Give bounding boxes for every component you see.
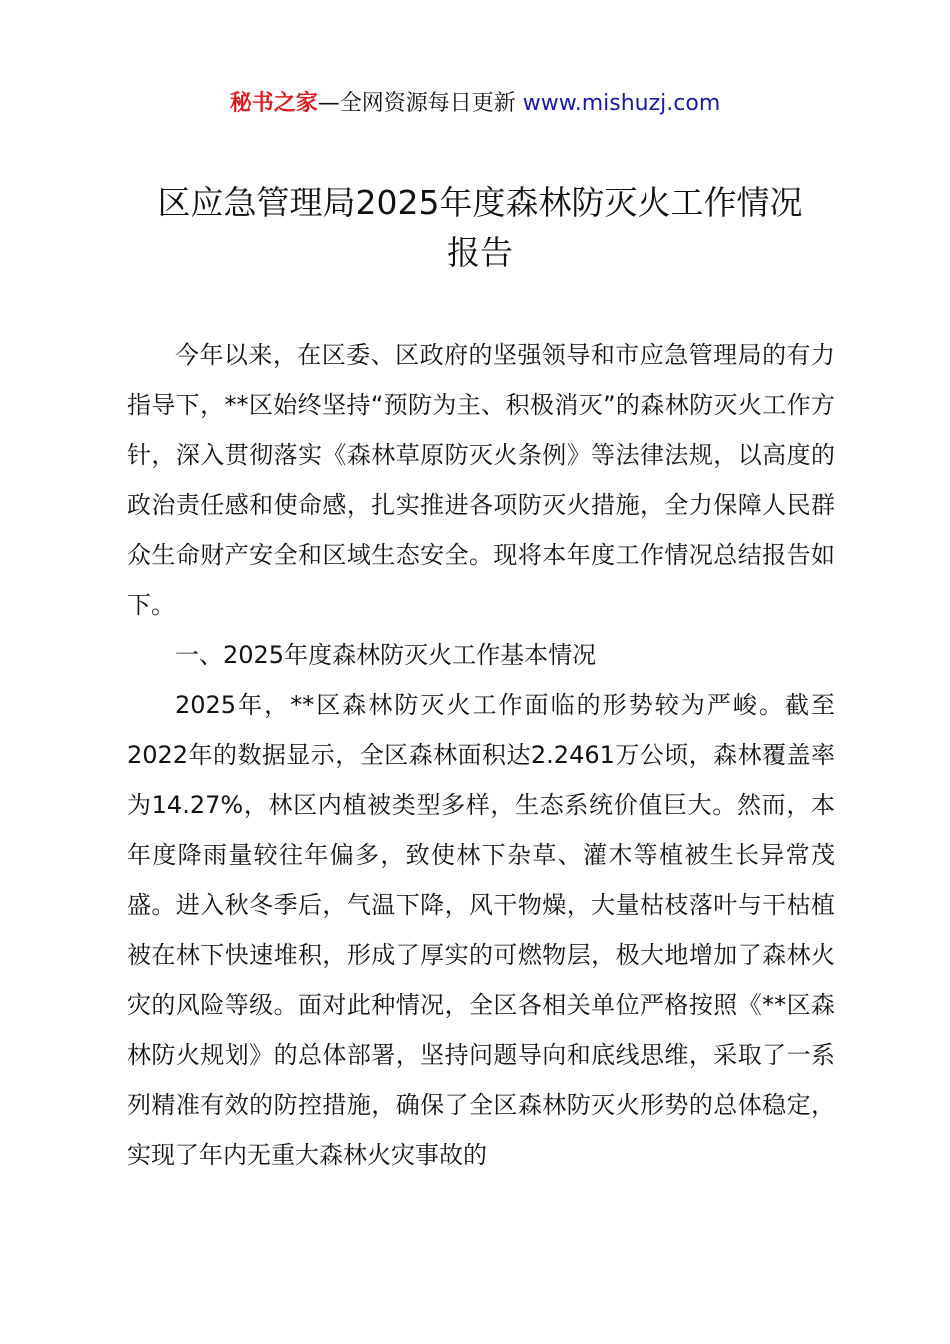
site-brand: 秘书之家 [229,91,318,116]
paragraph-intro: 今年以来，在区委、区政府的坚强领导和市应急管理局的有力指导下，**区始终坚持“预防为主、积极消灭”的森林防灭火工作方针，深入贯彻落实《森林草原防灭火条例》等法律法规，以高度的政治责任感和使命感，扎实推进各项防灭火措施，全力保障人民群众生命财产安全和区域生态安全。现将本年度工作情况总结报告如下。 [127,341,835,619]
site-header [0,86,950,122]
site-url[interactable]: www.mishuzj.com [522,91,721,116]
paragraph-situation: 2025年，**区森林防灭火工作面临的形势较为严峻。截至2022年的数据显示，全区森林面积达2.2461万公顷，森林覆盖率为14.27%，林区内植被类型多样，生态系统价值巨大。然而，本年度降雨量较往年偏多，致使林下杂草、灌木等植被生长异常茂盛。进入秋冬季后，气温下降，风干物燥，大量枯枝落叶与干枯植被在林下快速堆积，形成了厚实的可燃物层，极大地增加了森林火灾的风险等级。面对此种情况，全区各相关单位严格按照《**区森林防火规划》的总体部署，坚持问题导向和底线思维，采取了一系列精准有效的防控措施，确保了全区森林防灭火形势的总体稳定，实现了年内无重大森林火灾事故的 [127,691,835,1169]
site-tagline: —全网资源每日更新 [317,91,523,116]
title-line-2: 报告 [447,233,513,272]
document-title [100,178,860,278]
section-heading-1: 一、2025年度森林防灭火工作基本情况 [175,641,597,669]
document-body [127,330,835,1180]
title-line-1: 区应急管理局2025年度森林防灭火工作情况 [157,183,803,222]
